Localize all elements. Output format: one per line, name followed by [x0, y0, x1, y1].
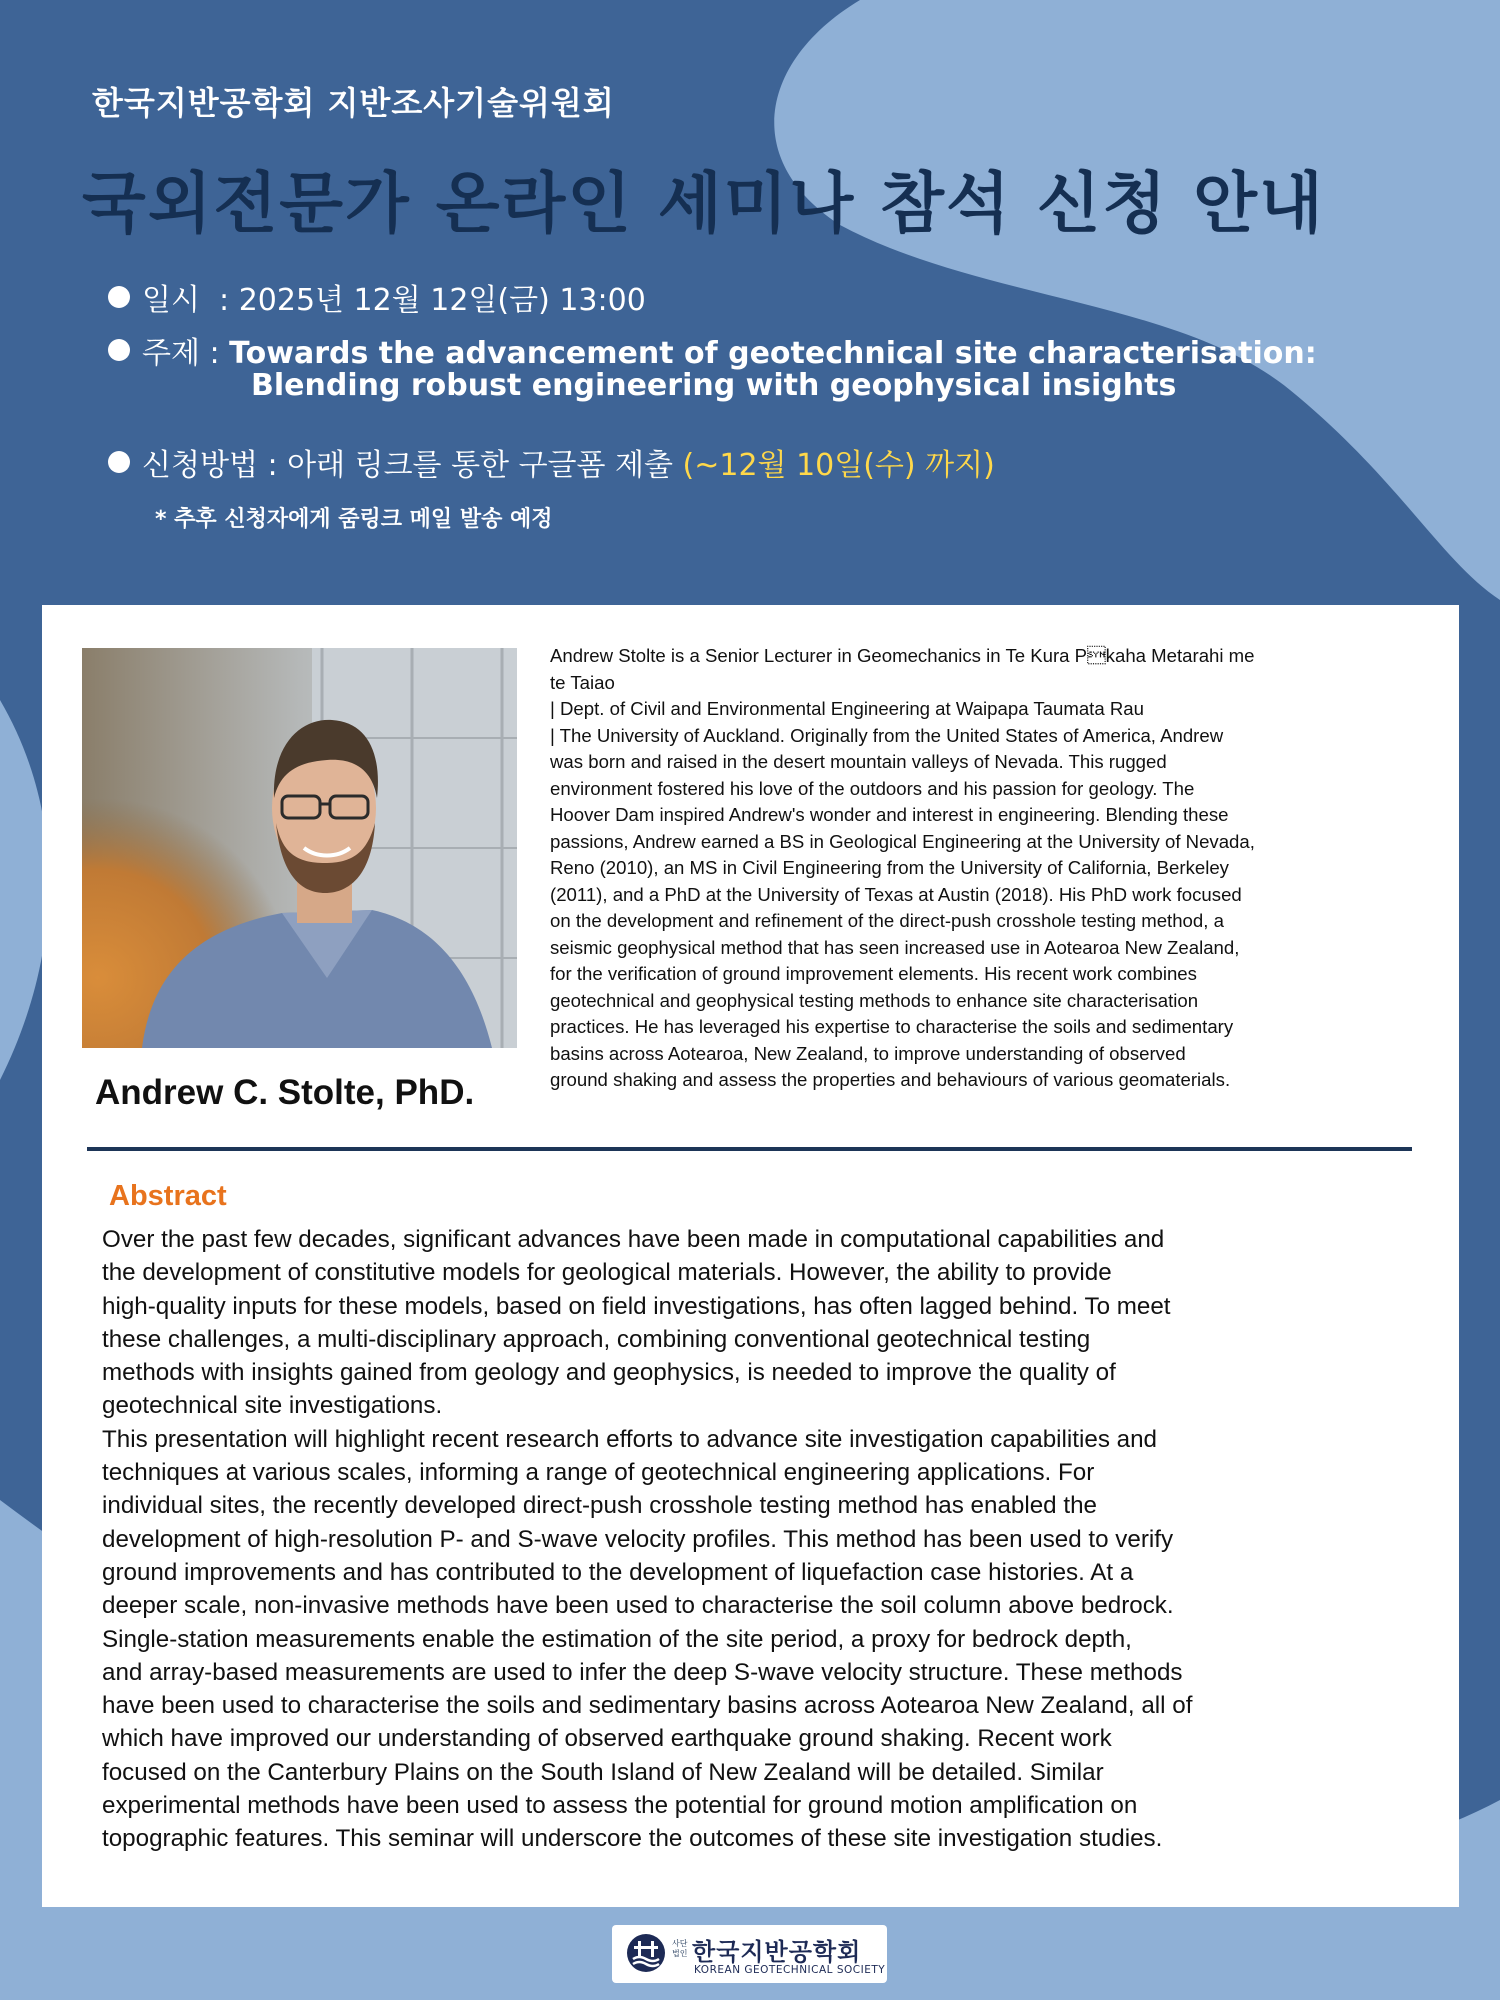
section-divider	[87, 1147, 1412, 1151]
bio-line: basins across Aotearoa, New Zealand, to improve understanding of observed	[550, 1042, 1186, 1064]
abstract-line: individual sites, the recently developed direct-push crosshole testing method has enabled the	[102, 1492, 1097, 1520]
abstract-line: geotechnical site investigations.	[102, 1392, 443, 1420]
abstract-line: which have improved our understanding of observed earthquake ground shaking. Recent work	[102, 1725, 1112, 1753]
content-card	[42, 605, 1459, 1907]
bio-line: environment fostered his love of the outdoors and his passion for geology. The	[550, 777, 1195, 799]
abstract-line: topographic features. This seminar will underscore the outcomes of these site investigation studies.	[102, 1825, 1163, 1853]
bio-line: (2011), and a PhD at the University of Texas at Austin (2018). His PhD work focused	[550, 883, 1242, 905]
bio-line: Andrew Stolte is a Senior Lecturer in Geomechanics in Te Kura Pkaha Metarahi me	[550, 645, 1255, 666]
abstract-line: development of high-resolution P- and S-wave velocity profiles. This method has been used to verify	[102, 1525, 1174, 1553]
abstract-line: focused on the Canterbury Plains on the South Island of New Zealand will be detailed. Similar	[102, 1758, 1104, 1786]
bio-line: | Dept. of Civil and Environmental Engineering at Waipapa Taumata Rau	[550, 698, 1144, 719]
bio-line: geotechnical and geophysical testing methods to enhance site characterisation	[550, 989, 1199, 1011]
organization-name: 한국지반공학회 지반조사기술위원회	[92, 84, 615, 122]
zoom-note: * 추후 신청자에게 줌링크 메일 발송 예정	[155, 507, 553, 532]
abstract-body	[102, 1223, 1442, 1856]
bullet-icon	[108, 339, 130, 361]
bio-line: was born and raised in the desert mountain valleys of Nevada. This rugged	[550, 751, 1167, 772]
bio-line: practices. He has leveraged his expertise to characterise the soils and sedimentary	[550, 1016, 1234, 1037]
logo-korean-name: 한국지반공학회	[692, 1938, 862, 1966]
abstract-line: high-quality inputs for these models, based on field investigations, has often lagged behind. To meet	[102, 1292, 1171, 1320]
abstract-line: experimental methods have been used to assess the potential for ground motion amplification on	[102, 1792, 1138, 1820]
bio-line: on the development and refinement of the direct-push crosshole testing method, a	[550, 910, 1224, 931]
abstract-line: ground improvements and has contributed to the development of liquefaction case histories. At a	[102, 1558, 1134, 1586]
bullet-icon	[108, 451, 130, 473]
info-topic	[108, 328, 1317, 372]
bio-line: for the verification of ground improvement elements. His recent work combines	[550, 963, 1197, 984]
page-title: 국외전문가 온라인 세미나 참석 신청 안내	[82, 165, 1325, 242]
info-apply	[108, 440, 995, 484]
abstract-line: these challenges, a multi-disciplinary approach, combining conventional geotechnical testing	[102, 1325, 1091, 1353]
bullet-icon	[108, 286, 130, 308]
logo-english-name: KOREAN GEOTECHNICAL SOCIETY	[694, 1964, 886, 1976]
society-logo	[612, 1925, 887, 1983]
abstract-line: deeper scale, non-invasive methods have been used to characterise the soil column above bedrock.	[102, 1592, 1174, 1620]
bio-line: te Taiao	[550, 671, 615, 693]
bio-line: Hoover Dam inspired Andrew's wonder and interest in engineering. Blending these	[550, 804, 1229, 825]
abstract-line: Over the past few decades, significant advances have been made in computational capabilities and	[102, 1226, 1165, 1253]
topic-line-2: Blending robust engineering with geophysical insights	[251, 368, 1177, 403]
apply-label: 신청방법 : 아래 링크를 통한 구글폼 제출	[142, 448, 683, 483]
society-emblem-icon	[626, 1933, 666, 1973]
topic-label: 주제 :	[142, 336, 230, 371]
info-datetime	[108, 275, 646, 319]
datetime-label: 일시	[142, 283, 200, 318]
abstract-line: have been used to characterise the soils and sedimentary basins across Aotearoa New Zealand, all of	[102, 1692, 1193, 1720]
abstract-line: methods with insights gained from geology and geophysics, is needed to improve the quality of	[102, 1359, 1116, 1387]
abstract-line: techniques at various scales, informing a range of geotechnical engineering applications. For	[102, 1459, 1095, 1487]
info-topic-cont	[251, 368, 1176, 403]
logo-small-text: 사단법인	[672, 1939, 688, 1958]
bio-line: Reno (2010), an MS in Civil Engineering from the University of California, Berkeley	[550, 857, 1229, 878]
datetime-value: : 2025년 12월 12일(금) 13:00	[219, 283, 646, 318]
abstract-line: Single-station measurements enable the estimation of the site period, a proxy for bedrock depth,	[102, 1625, 1132, 1653]
bio-line: seismic geophysical method that has seen increased use in Aotearoa New Zealand,	[550, 936, 1240, 958]
speaker-bio	[550, 643, 1430, 1094]
abstract-heading: Abstract	[109, 1180, 227, 1212]
abstract-line: and array-based measurements are used to infer the deep S-wave velocity structure. These methods	[102, 1658, 1183, 1686]
bio-line: | The University of Auckland. Originally from the United States of America, Andrew	[550, 724, 1224, 746]
speaker-name: Andrew C. Stolte, PhD.	[95, 1073, 475, 1112]
bio-line: passions, Andrew earned a BS in Geological Engineering at the University of Nevada,	[550, 830, 1255, 852]
speaker-photo	[82, 648, 517, 1048]
topic-line-1: Towards the advancement of geotechnical site characterisation:	[229, 336, 1317, 371]
abstract-line: the development of constitutive models for geological materials. However, the ability to provide	[102, 1259, 1112, 1287]
bio-line: ground shaking and assess the properties and behaviours of various geomaterials.	[550, 1069, 1231, 1090]
abstract-line: This presentation will highlight recent research efforts to advance site investigation capabilities and	[102, 1425, 1157, 1453]
apply-deadline: (~12월 10일(수) 까지)	[682, 448, 995, 483]
